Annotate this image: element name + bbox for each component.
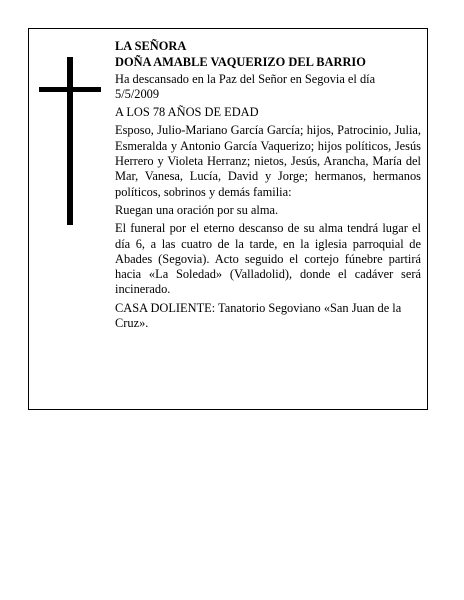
death-notice: Ha descansado en la Paz del Señor en Segovia el día 5/5/2009 xyxy=(115,71,376,101)
deceased-name: DOÑA AMABLE VAQUERIZO DEL BARRIO xyxy=(115,55,366,70)
mourning-house: CASA DOLIENTE: Tanatorio Segoviano «San Juan de la Cruz». xyxy=(115,300,402,331)
age-line: A LOS 78 AÑOS DE EDAD xyxy=(115,105,259,120)
funeral-details: El funeral por el eterno descanso de su alma tendrá lugar el día 6, a las cuatro de la tarde, en la iglesia parroquial de Abades (Segovia). Acto seguido el cortejo fúnebre partirá hacia «La Soledad» (Valladolid), donde el cadáver será incinerado. xyxy=(115,221,421,297)
prayer-request: Ruegan una oración por su alma. xyxy=(115,202,279,217)
family-list: Esposo, Julio-Mariano García García; hijos, Patrocinio, Julia, Esmeralda y Antonio García Vaquerizo; hijos políticos, Jesús Herrero y Violeta Herranz; nietos, Jesús, Arancha, María del Mar, Vanesa, Lucía, David y Jorge; hermanos, hermanos políticos, sobrinos y demás familia: xyxy=(115,123,421,199)
latin-cross-icon xyxy=(39,57,101,225)
notice-body xyxy=(115,39,421,334)
notice-title: LA SEÑORA xyxy=(115,39,187,53)
obituary-notice xyxy=(28,28,428,410)
